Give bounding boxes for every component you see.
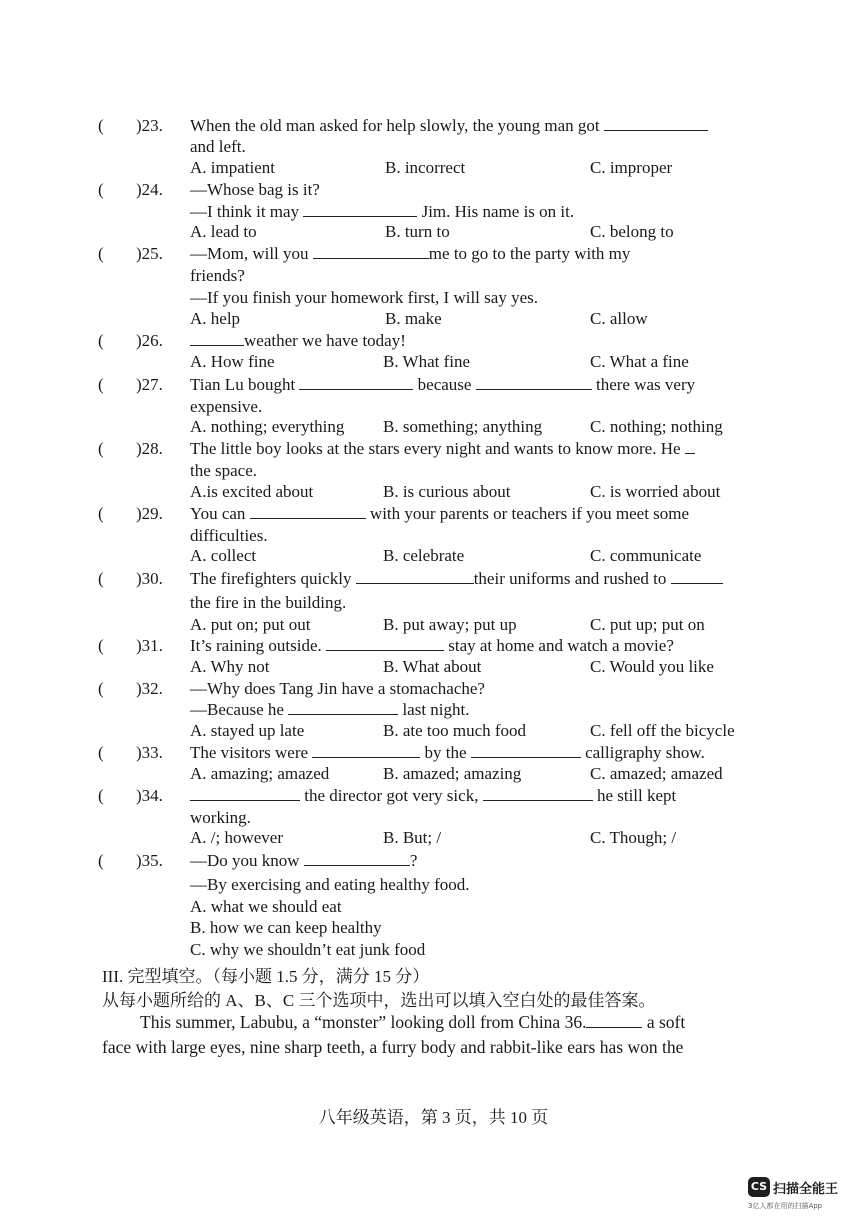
question-text: —Mom, will you — [190, 244, 309, 263]
question-text: he still kept — [596, 786, 677, 805]
answer-blank — [483, 786, 593, 801]
question-text: You can — [190, 504, 246, 523]
answer-blank — [313, 244, 429, 259]
question-text: friends? — [190, 266, 245, 285]
question-text: —By exercising and eating healthy food. — [190, 875, 470, 894]
question-text: —I think it may — [190, 202, 300, 221]
camscanner-watermark — [748, 1177, 838, 1197]
answer-blank — [190, 786, 300, 801]
question-number: )33. — [136, 743, 163, 762]
option-b: B. something; anything — [383, 417, 543, 436]
answer-paren: ( — [98, 569, 104, 588]
passage-line: a soft — [646, 1012, 686, 1032]
option-b: B. make — [385, 309, 442, 328]
option-a: A. what we should eat — [190, 897, 342, 916]
question-text: me to go to the party with my — [428, 244, 631, 263]
option-a: A. stayed up late — [190, 721, 305, 740]
question-text: by the — [424, 743, 467, 762]
question-number: )31. — [136, 636, 163, 655]
option-a: A. collect — [190, 546, 257, 565]
option-a: A. help — [190, 309, 241, 328]
question-text: the space. — [190, 461, 258, 480]
question-number: )32. — [136, 679, 163, 698]
answer-blank — [586, 1013, 642, 1028]
question-text: —If you finish your homework first, I will say yes. — [190, 288, 538, 307]
answer-blank — [326, 636, 444, 651]
option-a: A. How fine — [190, 352, 275, 371]
option-a: A. impatient — [190, 158, 275, 177]
question-text: with your parents or teachers if you meet some — [369, 504, 690, 523]
answer-paren: ( — [98, 180, 104, 199]
answer-blank — [288, 700, 398, 715]
option-b: B. put away; put up — [383, 615, 517, 634]
section-instruction: 从每小题所给的 A、B、C 三个选项中，选出可以填入空白处的最佳答案。 — [102, 991, 656, 1010]
question-text: last night. — [402, 700, 470, 719]
watermark-name: 扫描全能王 — [773, 1181, 839, 1197]
option-c: C. nothing; nothing — [590, 417, 723, 436]
answer-paren: ( — [98, 375, 104, 394]
page-footer: 八年级英语，第 3 页，共 10 页 — [318, 1108, 549, 1127]
option-a: A. Why not — [190, 657, 270, 676]
option-c: C. belong to — [590, 222, 674, 241]
option-b: B. ate too much food — [383, 721, 527, 740]
option-a: A. put on; put out — [190, 615, 311, 634]
question-number: )34. — [136, 786, 163, 805]
answer-blank — [299, 375, 413, 390]
answer-blank — [604, 116, 708, 131]
option-a: A. nothing; everything — [190, 417, 345, 436]
question-text: their uniforms and rushed to — [473, 569, 667, 588]
question-text: weather we have today! — [244, 331, 406, 350]
question-text: and left. — [190, 137, 246, 156]
option-c: C. fell off the bicycle — [590, 721, 735, 740]
answer-paren: ( — [98, 439, 104, 458]
option-c: C. improper — [590, 158, 673, 177]
question-text: —Do you know — [190, 851, 300, 870]
option-c: C. is worried about — [590, 482, 721, 501]
answer-paren: ( — [98, 636, 104, 655]
answer-paren: ( — [98, 504, 104, 523]
question-text: When the old man asked for help slowly, the young man got — [190, 116, 600, 135]
answer-blank — [190, 331, 244, 346]
question-number: )26. — [136, 331, 163, 350]
answer-paren: ( — [98, 786, 104, 805]
option-a: A. lead to — [190, 222, 257, 241]
question-text: The visitors were — [190, 743, 309, 762]
answer-paren: ( — [98, 116, 104, 135]
option-b: B. But; / — [383, 828, 442, 847]
option-a: A.is excited about — [190, 482, 314, 501]
option-b: B. how we can keep healthy — [190, 918, 382, 937]
answer-paren: ( — [98, 851, 104, 870]
passage-line: face with large eyes, nine sharp teeth, a furry body and rabbit-like ears has won the — [102, 1037, 684, 1057]
passage-line: This summer, Labubu, a “monster” looking doll from China 36. — [140, 1012, 587, 1032]
question-text: difficulties. — [190, 526, 268, 545]
option-b: B. What about — [383, 657, 482, 676]
answer-paren: ( — [98, 679, 104, 698]
option-b: B. celebrate — [383, 546, 465, 565]
answer-paren: ( — [98, 331, 104, 350]
answer-blank — [476, 375, 592, 390]
option-c: C. why we shouldn’t eat junk food — [190, 940, 426, 959]
question-text: ? — [409, 851, 418, 870]
option-b: B. incorrect — [385, 158, 466, 177]
answer-blank — [303, 202, 417, 217]
option-c: C. Would you like — [590, 657, 714, 676]
option-a: A. amazing; amazed — [190, 764, 330, 783]
question-number: )24. — [136, 180, 163, 199]
answer-blank — [685, 439, 695, 454]
question-text: stay at home and watch a movie? — [448, 636, 674, 655]
option-b: B. turn to — [385, 222, 450, 241]
answer-paren: ( — [98, 244, 104, 263]
question-text: Tian Lu bought — [190, 375, 296, 394]
option-c: C. amazed; amazed — [590, 764, 723, 783]
question-text: working. — [190, 808, 251, 827]
answer-paren: ( — [98, 743, 104, 762]
question-text: expensive. — [190, 397, 263, 416]
question-number: )23. — [136, 116, 163, 135]
question-text: the fire in the building. — [190, 593, 347, 612]
option-a: A. /; however — [190, 828, 284, 847]
option-b: B. is curious about — [383, 482, 511, 501]
question-number: )27. — [136, 375, 163, 394]
option-c: C. Though; / — [590, 828, 677, 847]
question-text: The firefighters quickly — [190, 569, 352, 588]
answer-blank — [471, 743, 581, 758]
option-b: B. amazed; amazing — [383, 764, 522, 783]
question-text: Jim. His name is on it. — [421, 202, 575, 221]
question-number: )25. — [136, 244, 163, 263]
option-b: B. What fine — [383, 352, 471, 371]
question-number: )28. — [136, 439, 163, 458]
question-text: because — [417, 375, 472, 394]
question-text: calligraphy show. — [585, 743, 705, 762]
camscanner-logo-icon: CS — [748, 1177, 770, 1197]
question-text: It’s raining outside. — [190, 636, 322, 655]
question-number: )29. — [136, 504, 163, 523]
question-text: there was very — [595, 375, 696, 394]
question-number: )30. — [136, 569, 163, 588]
answer-blank — [250, 504, 366, 519]
question-text: —Why does Tang Jin have a stomachache? — [190, 679, 485, 698]
option-c: C. put up; put on — [590, 615, 705, 634]
question-text: the director got very sick, — [304, 786, 479, 805]
question-text: —Whose bag is it? — [190, 180, 320, 199]
question-number: )35. — [136, 851, 163, 870]
option-c: C. communicate — [590, 546, 702, 565]
answer-blank — [671, 569, 723, 584]
answer-blank — [312, 743, 420, 758]
answer-blank — [304, 851, 410, 866]
answer-blank — [356, 569, 474, 584]
watermark-tagline: 3亿人都在用的扫描App — [748, 1202, 823, 1210]
question-text: —Because he — [190, 700, 284, 719]
question-text: The little boy looks at the stars every night and wants to know more. He — [190, 439, 681, 458]
option-c: C. allow — [590, 309, 648, 328]
section-title: III. 完型填空。（每小题 1.5 分，满分 15 分） — [102, 967, 430, 986]
option-c: C. What a fine — [590, 352, 689, 371]
